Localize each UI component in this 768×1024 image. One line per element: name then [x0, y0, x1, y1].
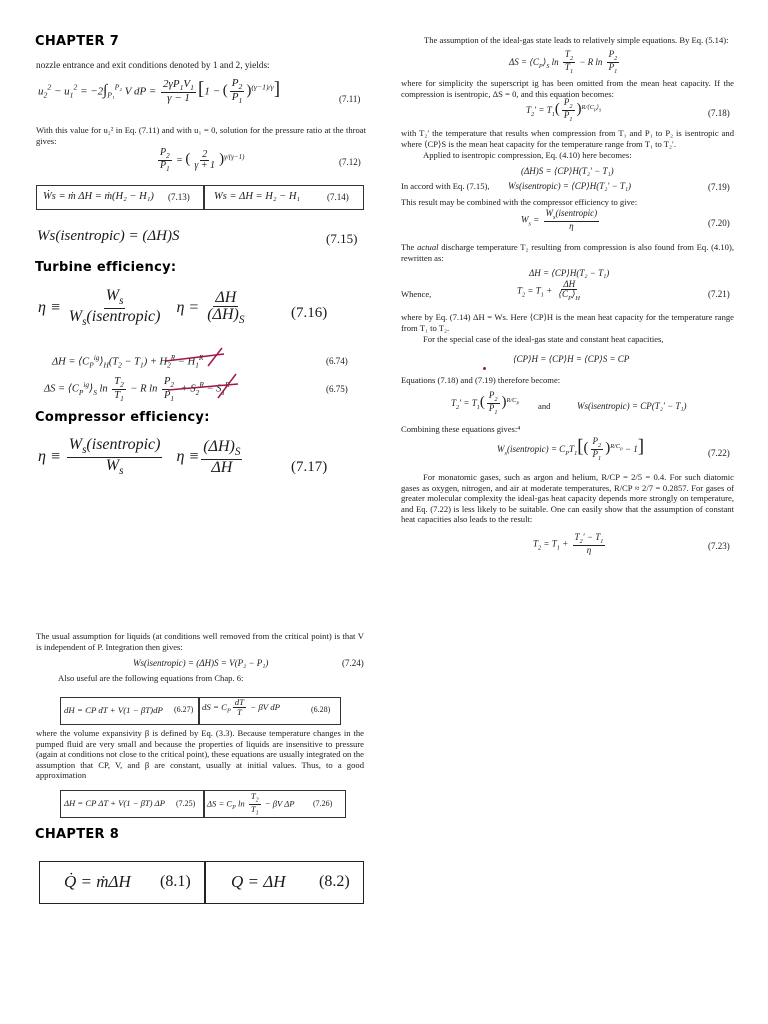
equation-7-23: $T_2 = T_1$ + $\frac{T_2' - T_1}{\eta}$: [533, 532, 604, 556]
equation-7-24-number: (7.24): [342, 658, 364, 668]
equation-7-22: $W_s(isentropic) = C_PT_1$[( $\frac{P_2}{P_1}$ )$^{R/C_P}$ − 1]: [497, 436, 645, 463]
monatomic-gases-text: For monatomic gases, such as argon and helium, R/CP = 2/5 = 0.4. For such diatomic gases as oxygen, nitrogen, and air at moderate temperatures, R/CP ≈ 2/7 = 0.2857. For gases of greater molecular complexity the ideal-gas heat capacity depends more strongly on temperature, and Eq. (7.22) is less likely to be suitable. One can easily show that the assumption of constant heat capacities also leads to the result:: [401, 472, 734, 525]
combine-efficiency-text: This result may be combined with the compressor efficiency to give:: [401, 197, 638, 207]
liquids-assumption-text: The usual assumption for liquids (at conditions well removed from the critical point) is that V is independent of P. Integration then gives:: [36, 631, 364, 652]
equation-dh-s: (ΔH)S = ⟨CP⟩H(T₂′ − T₁): [521, 166, 614, 176]
special-case-text: For the special case of the ideal-gas state and constant heat capacities,: [423, 334, 664, 344]
equation-7-25: ΔH = CP ΔT + V(1 − βT) ΔP: [64, 798, 165, 808]
isentropic-temperature-text: with T₂′ the temperature that results when compression from T₁ and P₁ to P₂ is isentropic and where ⟨CP⟩S is the mean heat capacity for the temperature range from T₁ to T₂′.: [401, 128, 734, 149]
chapter-8-heading: CHAPTER 8: [35, 827, 120, 842]
chapter-7-heading: CHAPTER 7: [35, 34, 120, 49]
equation-8-2: Q = ΔH: [231, 872, 286, 891]
equation-7-26-number: (7.26): [313, 799, 333, 808]
equation-t2-prime: $T_2' = T_1$( $\frac{P_2}{P_1}$ )$^{R/C_P}$: [451, 390, 520, 417]
ideal-gas-intro-text: The assumption of the ideal-gas state leads to relatively simple equations. By Eq. (5.14):: [424, 35, 729, 45]
equation-6-28-number: (6.28): [311, 705, 331, 714]
combining-text: Combining these equations gives:⁴: [401, 424, 521, 434]
equation-6-74-number: (6.74): [326, 356, 348, 366]
equation-7-18-number: (7.18): [708, 108, 730, 118]
equation-6-75: $\Delta S = ⟨C_P^{ig}⟩_S$ ln $\frac{T_2}{T_1}$ − R ln $\frac{P_2}{P_1}$ + $S_2^R - S_1^R$: [44, 376, 230, 403]
equation-7-14-number: (7.14): [327, 192, 349, 202]
equation-7-13: Ẇs = ṁ ΔH = ṁ(H₂ − H₁): [43, 191, 154, 202]
equation-7-19-number: (7.19): [708, 182, 730, 192]
equation-7-25-number: (7.25): [176, 799, 196, 808]
equation-ws-cp: Ws(isentropic) = CP(T₂′ − T₁): [577, 401, 687, 411]
equation-7-24: Ws(isentropic) = (ΔH)S = V(P₂ − P₁): [133, 658, 269, 668]
equation-7-23-number: (7.23): [708, 541, 730, 551]
strikethrough-marks: [160, 340, 270, 410]
equation-7-12: $\frac{P_2}{P_1}$ = ( $\frac{2}{\gamma + 1}$ )$^{\gamma/(\gamma-1)}$: [160, 147, 245, 174]
pen-dot: [483, 367, 486, 370]
equation-6-75-number: (6.75): [326, 384, 348, 394]
compressor-efficiency-heading: Compressor efficiency:: [35, 410, 210, 425]
equation-7-21-number: (7.21): [708, 289, 730, 299]
equation-7-18: $T_2' = T_1$( $\frac{P_2}{P_1}$ )$^{R/⟨C_P⟩_S}$: [526, 97, 602, 124]
whence-text: Whence,: [401, 289, 432, 299]
mean-heat-capacity-text: where by Eq. (7.14) ΔH = Ws. Here ⟨CP⟩H is the mean heat capacity for the temperature range from T₁ to T₂.: [401, 312, 734, 333]
equation-7-16: η ≡ $\frac{W_s}{W_s(isentropic)}$ η = $\frac{\Delta H}{(\Delta H)_S}$: [38, 287, 245, 329]
equation-7-22-number: (7.22): [708, 448, 730, 458]
therefore-text: Equations (7.18) and (7.19) therefore become:: [401, 375, 561, 385]
volume-expansivity-text: where the volume expansivity β is defined by Eq. (3.3). Because temperature changes in the pumped fluid are very small and because the properties of liquids are insensitive to pressure (again at conditions not close to the critical point), these equations are usually integrated on the assumption that CP, V, and β are constant, usually at initial values. Thus, to a good approximation: [36, 728, 364, 781]
nozzle-intro-text: nozzle entrance and exit conditions denoted by 1 and 2, yields:: [36, 61, 270, 71]
equation-6-28: dS = $C_P$ $\frac{dT}{T}$ − βV dP: [202, 697, 280, 718]
equation-6-27-number: (6.27): [174, 705, 194, 714]
equation-7-19: Ws(isentropic) = ⟨CP⟩H(T₂′ − T₁): [508, 181, 632, 191]
equation-8-1-number: (8.1): [160, 873, 191, 890]
equation-6-74: $\Delta H = ⟨C_P^{ig}⟩_H(T_2 - T_1) + H_2^R - H_1^R$: [52, 353, 204, 370]
equation-8-1: Q̇ = ṁΔH: [64, 872, 131, 891]
throat-pressure-text: With this value for u₂² in Eq. (7.11) and with u₁ = 0, solution for the pressure ratio at the throat gives:: [36, 125, 366, 146]
equation-7-26: $\Delta S = C_P$ ln $\frac{T_2}{T_1}$ − βV ΔP: [207, 791, 295, 817]
equation-7-14: Ws = ΔH = H₂ − H₁: [214, 191, 301, 202]
and-text: and: [538, 401, 551, 411]
equation-7-17: η ≡ $\frac{W_s(isentropic)}{W_s}$ η ≡ $\frac{(\Delta H)_S}{\Delta H}$: [38, 436, 241, 478]
equation-cp-equal: ⟨CP⟩H = ⟨CP⟩H = ⟨CP⟩S = CP: [513, 354, 630, 364]
equation-7-11-number: (7.11): [339, 94, 361, 104]
accord-text: In accord with Eq. (7.15),: [401, 181, 490, 191]
chap6-equations-text: Also useful are the following equations from Chap. 6:: [58, 673, 244, 683]
equation-7-12-number: (7.12): [339, 157, 361, 167]
equation-7-15: Ws(isentropic) = (ΔH)S: [37, 228, 180, 244]
equation-8-2-number: (8.2): [319, 873, 350, 890]
equation-7-11: $u_2^2 - u_1^2 = -2\int_{P_1}^{P_2}$ V dP = $\frac{2\gamma P_1V_1}{\gamma - 1}$ [1 − ( $\frac{P_2}{P_1}$ )$^{(\gamma-1)/\gamma}$]: [38, 77, 281, 106]
equation-6-27: dH = CP dT + V(1 − βT)dP: [64, 705, 163, 715]
actual-discharge-text: The actual discharge temperature T₂ resulting from compression is also found from Eq. (4.10), rewritten as:: [401, 242, 734, 263]
equation-5-14: $\Delta S = ⟨C_P⟩_S$ ln $\frac{T_2}{T_1}$ − R ln $\frac{P_2}{P_1}$: [509, 49, 618, 76]
equation-7-20-number: (7.20): [708, 218, 730, 228]
equation-dh: ΔH = ⟨CP⟩H(T₂ − T₁): [529, 268, 610, 278]
isentropic-compression-text: where for simplicity the superscript ig has been omitted from the mean heat capacity. If the compression is isentropic, ΔS = 0, and this equation becomes:: [401, 78, 734, 99]
equation-7-21: $T_2 = T_1$ + $\frac{\Delta H}{⟨C_P⟩_H}$: [517, 279, 580, 303]
equation-7-15-number: (7.15): [326, 231, 358, 246]
equation-7-17-number: (7.17): [291, 459, 328, 475]
turbine-efficiency-heading: Turbine efficiency:: [35, 260, 177, 275]
equation-7-20: $W_s$ = $\frac{W_s(isentropic)}{\eta}$: [521, 208, 598, 232]
equation-7-16-number: (7.16): [291, 305, 328, 321]
equation-7-13-number: (7.13): [168, 192, 190, 202]
eq-4-10-text: Applied to isentropic compression, Eq. (4.10) here becomes:: [423, 150, 632, 160]
